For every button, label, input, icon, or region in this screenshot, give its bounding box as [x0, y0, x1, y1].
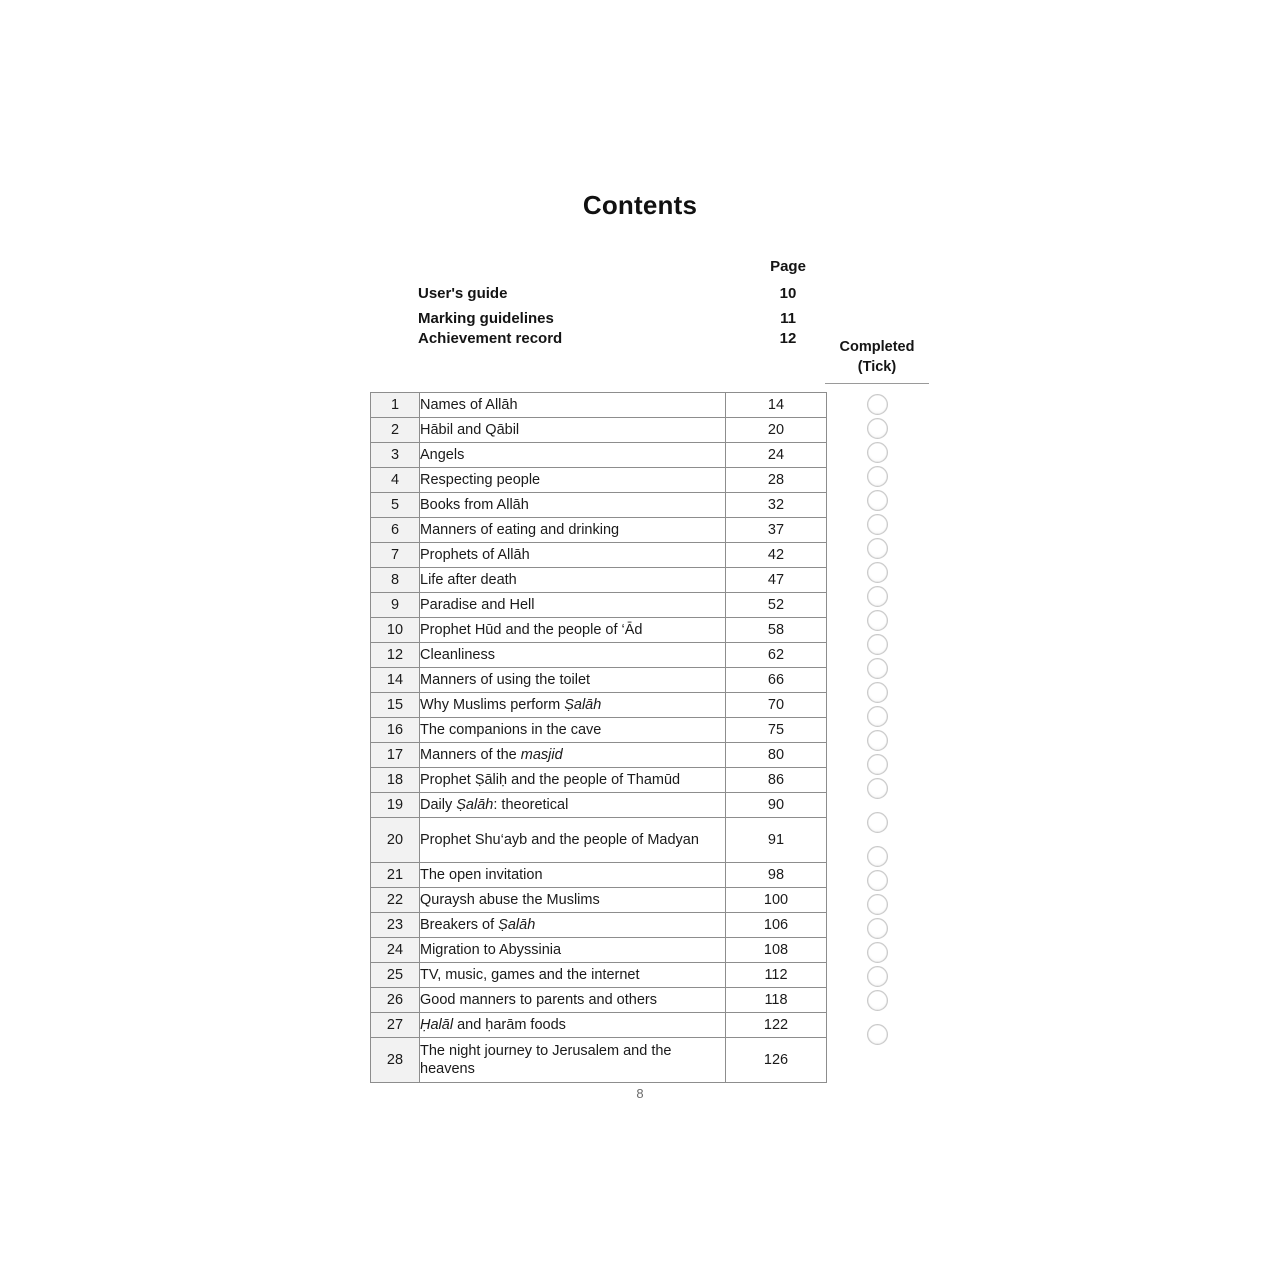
tick-cell[interactable] [825, 680, 929, 704]
tick-cell[interactable] [825, 868, 929, 892]
tick-circle-icon[interactable] [867, 990, 888, 1011]
row-title: Quraysh abuse the Muslims [420, 888, 726, 913]
row-number: 2 [371, 418, 420, 443]
row-number: 22 [371, 888, 420, 913]
table-row [371, 593, 827, 618]
row-number: 6 [371, 518, 420, 543]
tick-cell[interactable] [825, 776, 929, 800]
table-row [371, 418, 827, 443]
row-page-number: 37 [726, 518, 827, 543]
row-number: 5 [371, 493, 420, 518]
front-matter-row-users-guide [418, 285, 938, 302]
tick-cell[interactable] [825, 512, 929, 536]
front-matter-label: User's guide [418, 285, 508, 302]
tick-cell[interactable] [825, 800, 929, 844]
row-page-number: 28 [726, 468, 827, 493]
tick-circle-icon[interactable] [867, 894, 888, 915]
row-page-number: 66 [726, 668, 827, 693]
row-page-number: 80 [726, 743, 827, 768]
row-title: Breakers of Ṣalāh [420, 913, 726, 938]
row-number: 19 [371, 793, 420, 818]
front-matter-page: 11 [780, 310, 796, 327]
tick-cell[interactable] [825, 656, 929, 680]
row-title: Cleanliness [420, 643, 726, 668]
row-number: 18 [371, 768, 420, 793]
table-row [371, 668, 827, 693]
tick-circle-icon[interactable] [867, 610, 888, 631]
table-row [371, 768, 827, 793]
row-page-number: 14 [726, 393, 827, 418]
tick-cell[interactable] [825, 584, 929, 608]
tick-cell[interactable] [825, 988, 929, 1012]
table-row [371, 818, 827, 863]
row-page-number: 91 [726, 818, 827, 863]
row-title: Migration to Abyssinia [420, 938, 726, 963]
tick-circle-icon[interactable] [867, 562, 888, 583]
contents-table [370, 392, 827, 1083]
tick-circle-icon[interactable] [867, 490, 888, 511]
row-title: Books from Allāh [420, 493, 726, 518]
front-matter-page: 10 [779, 285, 797, 302]
front-matter-header-row [418, 258, 938, 275]
row-number: 21 [371, 863, 420, 888]
row-page-number: 42 [726, 543, 827, 568]
row-number: 4 [371, 468, 420, 493]
row-title: Daily Ṣalāh: theoretical [420, 793, 726, 818]
tick-cell[interactable] [825, 940, 929, 964]
tick-circle-icon[interactable] [867, 418, 888, 439]
row-number: 7 [371, 543, 420, 568]
row-title: Angels [420, 443, 726, 468]
row-title: Good manners to parents and others [420, 988, 726, 1013]
row-number: 27 [371, 1013, 420, 1038]
table-row [371, 988, 827, 1013]
row-number: 15 [371, 693, 420, 718]
table-row [371, 743, 827, 768]
completed-header-line2: (Tick) [857, 358, 897, 375]
tick-circle-icon[interactable] [867, 706, 888, 727]
row-title: Ḥalāl and ḥarām foods [420, 1013, 726, 1038]
row-number: 8 [371, 568, 420, 593]
row-page-number: 70 [726, 693, 827, 718]
row-page-number: 58 [726, 618, 827, 643]
row-number: 3 [371, 443, 420, 468]
table-row [371, 568, 827, 593]
row-number: 25 [371, 963, 420, 988]
row-page-number: 118 [726, 988, 827, 1013]
tick-cell[interactable] [825, 1012, 929, 1056]
tick-circle-icon[interactable] [867, 682, 888, 703]
tick-circle-icon[interactable] [867, 918, 888, 939]
tick-circle-icon[interactable] [867, 754, 888, 775]
row-page-number: 32 [726, 493, 827, 518]
table-row [371, 618, 827, 643]
row-number: 14 [371, 668, 420, 693]
row-title: Respecting people [420, 468, 726, 493]
row-page-number: 122 [726, 1013, 827, 1038]
tick-cell[interactable] [825, 608, 929, 632]
row-page-number: 112 [726, 963, 827, 988]
row-page-number: 100 [726, 888, 827, 913]
row-number: 9 [371, 593, 420, 618]
table-row [371, 643, 827, 668]
row-title: Prophets of Allāh [420, 543, 726, 568]
row-title: Prophet Ṣāliḥ and the people of Thamūd [420, 768, 726, 793]
tick-cell[interactable] [825, 892, 929, 916]
table-row [371, 693, 827, 718]
row-title: Names of Allāh [420, 393, 726, 418]
tick-cell[interactable] [825, 488, 929, 512]
tick-circle-icon[interactable] [867, 658, 888, 679]
table-row [371, 963, 827, 988]
front-matter-row-marking-guidelines [418, 310, 938, 327]
tick-circle-icon[interactable] [867, 812, 888, 833]
table-row [371, 493, 827, 518]
completed-column-header [825, 338, 929, 384]
table-row [371, 393, 827, 418]
table-row [371, 468, 827, 493]
row-page-number: 24 [726, 443, 827, 468]
tick-circle-icon[interactable] [867, 394, 888, 415]
row-page-number: 106 [726, 913, 827, 938]
table-row [371, 443, 827, 468]
tick-cell[interactable] [825, 844, 929, 868]
row-number: 20 [371, 818, 420, 863]
row-page-number: 75 [726, 718, 827, 743]
row-title: The night journey to Jerusalem and the heavens [420, 1038, 726, 1083]
row-title: Manners of the masjid [420, 743, 726, 768]
tick-column [825, 392, 929, 1056]
tick-cell[interactable] [825, 536, 929, 560]
tick-circle-icon[interactable] [867, 514, 888, 535]
table-row [371, 1013, 827, 1038]
tick-cell[interactable] [825, 964, 929, 988]
row-title: Prophet Hūd and the people of ‘Ād [420, 618, 726, 643]
front-matter-label: Achievement record [418, 330, 563, 347]
tick-cell[interactable] [825, 728, 929, 752]
row-title: The companions in the cave [420, 718, 726, 743]
table-row [371, 1038, 827, 1083]
tick-circle-icon[interactable] [867, 942, 888, 963]
row-title: TV, music, games and the internet [420, 963, 726, 988]
row-page-number: 47 [726, 568, 827, 593]
tick-cell[interactable] [825, 560, 929, 584]
row-number: 10 [371, 618, 420, 643]
table-row [371, 913, 827, 938]
tick-circle-icon[interactable] [867, 846, 888, 867]
row-title: Manners of eating and drinking [420, 518, 726, 543]
page-number: 8 [636, 1086, 644, 1101]
page-title: Contents [582, 190, 698, 220]
table-row [371, 718, 827, 743]
row-number: 17 [371, 743, 420, 768]
row-number: 1 [371, 393, 420, 418]
tick-circle-icon[interactable] [867, 442, 888, 463]
row-title: Life after death [420, 568, 726, 593]
row-page-number: 108 [726, 938, 827, 963]
row-title: The open invitation [420, 863, 726, 888]
tick-cell[interactable] [825, 440, 929, 464]
row-number: 23 [371, 913, 420, 938]
tick-circle-icon[interactable] [867, 538, 888, 559]
front-matter-page: 12 [779, 330, 797, 347]
tick-cell[interactable] [825, 416, 929, 440]
row-title: Paradise and Hell [420, 593, 726, 618]
table-row [371, 518, 827, 543]
row-page-number: 126 [726, 1038, 827, 1083]
row-page-number: 52 [726, 593, 827, 618]
row-page-number: 62 [726, 643, 827, 668]
tick-circle-icon[interactable] [867, 466, 888, 487]
row-title: Manners of using the toilet [420, 668, 726, 693]
tick-cell[interactable] [825, 704, 929, 728]
tick-circle-icon[interactable] [867, 966, 888, 987]
tick-circle-icon[interactable] [867, 778, 888, 799]
row-page-number: 90 [726, 793, 827, 818]
table-row [371, 793, 827, 818]
row-number: 16 [371, 718, 420, 743]
tick-circle-icon[interactable] [867, 634, 888, 655]
row-page-number: 86 [726, 768, 827, 793]
tick-cell[interactable] [825, 464, 929, 488]
row-page-number: 98 [726, 863, 827, 888]
tick-circle-icon[interactable] [867, 586, 888, 607]
tick-cell[interactable] [825, 392, 929, 416]
table-row [371, 543, 827, 568]
table-row [371, 863, 827, 888]
row-title: Why Muslims perform Ṣalāh [420, 693, 726, 718]
front-matter-label: Marking guidelines [418, 310, 554, 327]
row-title: Prophet Shu‘ayb and the people of Madyan [420, 818, 726, 863]
tick-cell[interactable] [825, 916, 929, 940]
tick-cell[interactable] [825, 632, 929, 656]
table-row [371, 938, 827, 963]
row-number: 24 [371, 938, 420, 963]
tick-circle-icon[interactable] [867, 730, 888, 751]
completed-header-line1: Completed [839, 339, 915, 355]
table-row [371, 888, 827, 913]
row-title: Hābil and Qābil [420, 418, 726, 443]
front-matter-page-header: Page [770, 258, 806, 275]
row-page-number: 20 [726, 418, 827, 443]
row-number: 12 [371, 643, 420, 668]
row-number: 26 [371, 988, 420, 1013]
tick-cell[interactable] [825, 752, 929, 776]
tick-circle-icon[interactable] [867, 870, 888, 891]
row-number: 28 [371, 1038, 420, 1083]
tick-circle-icon[interactable] [867, 1024, 888, 1045]
